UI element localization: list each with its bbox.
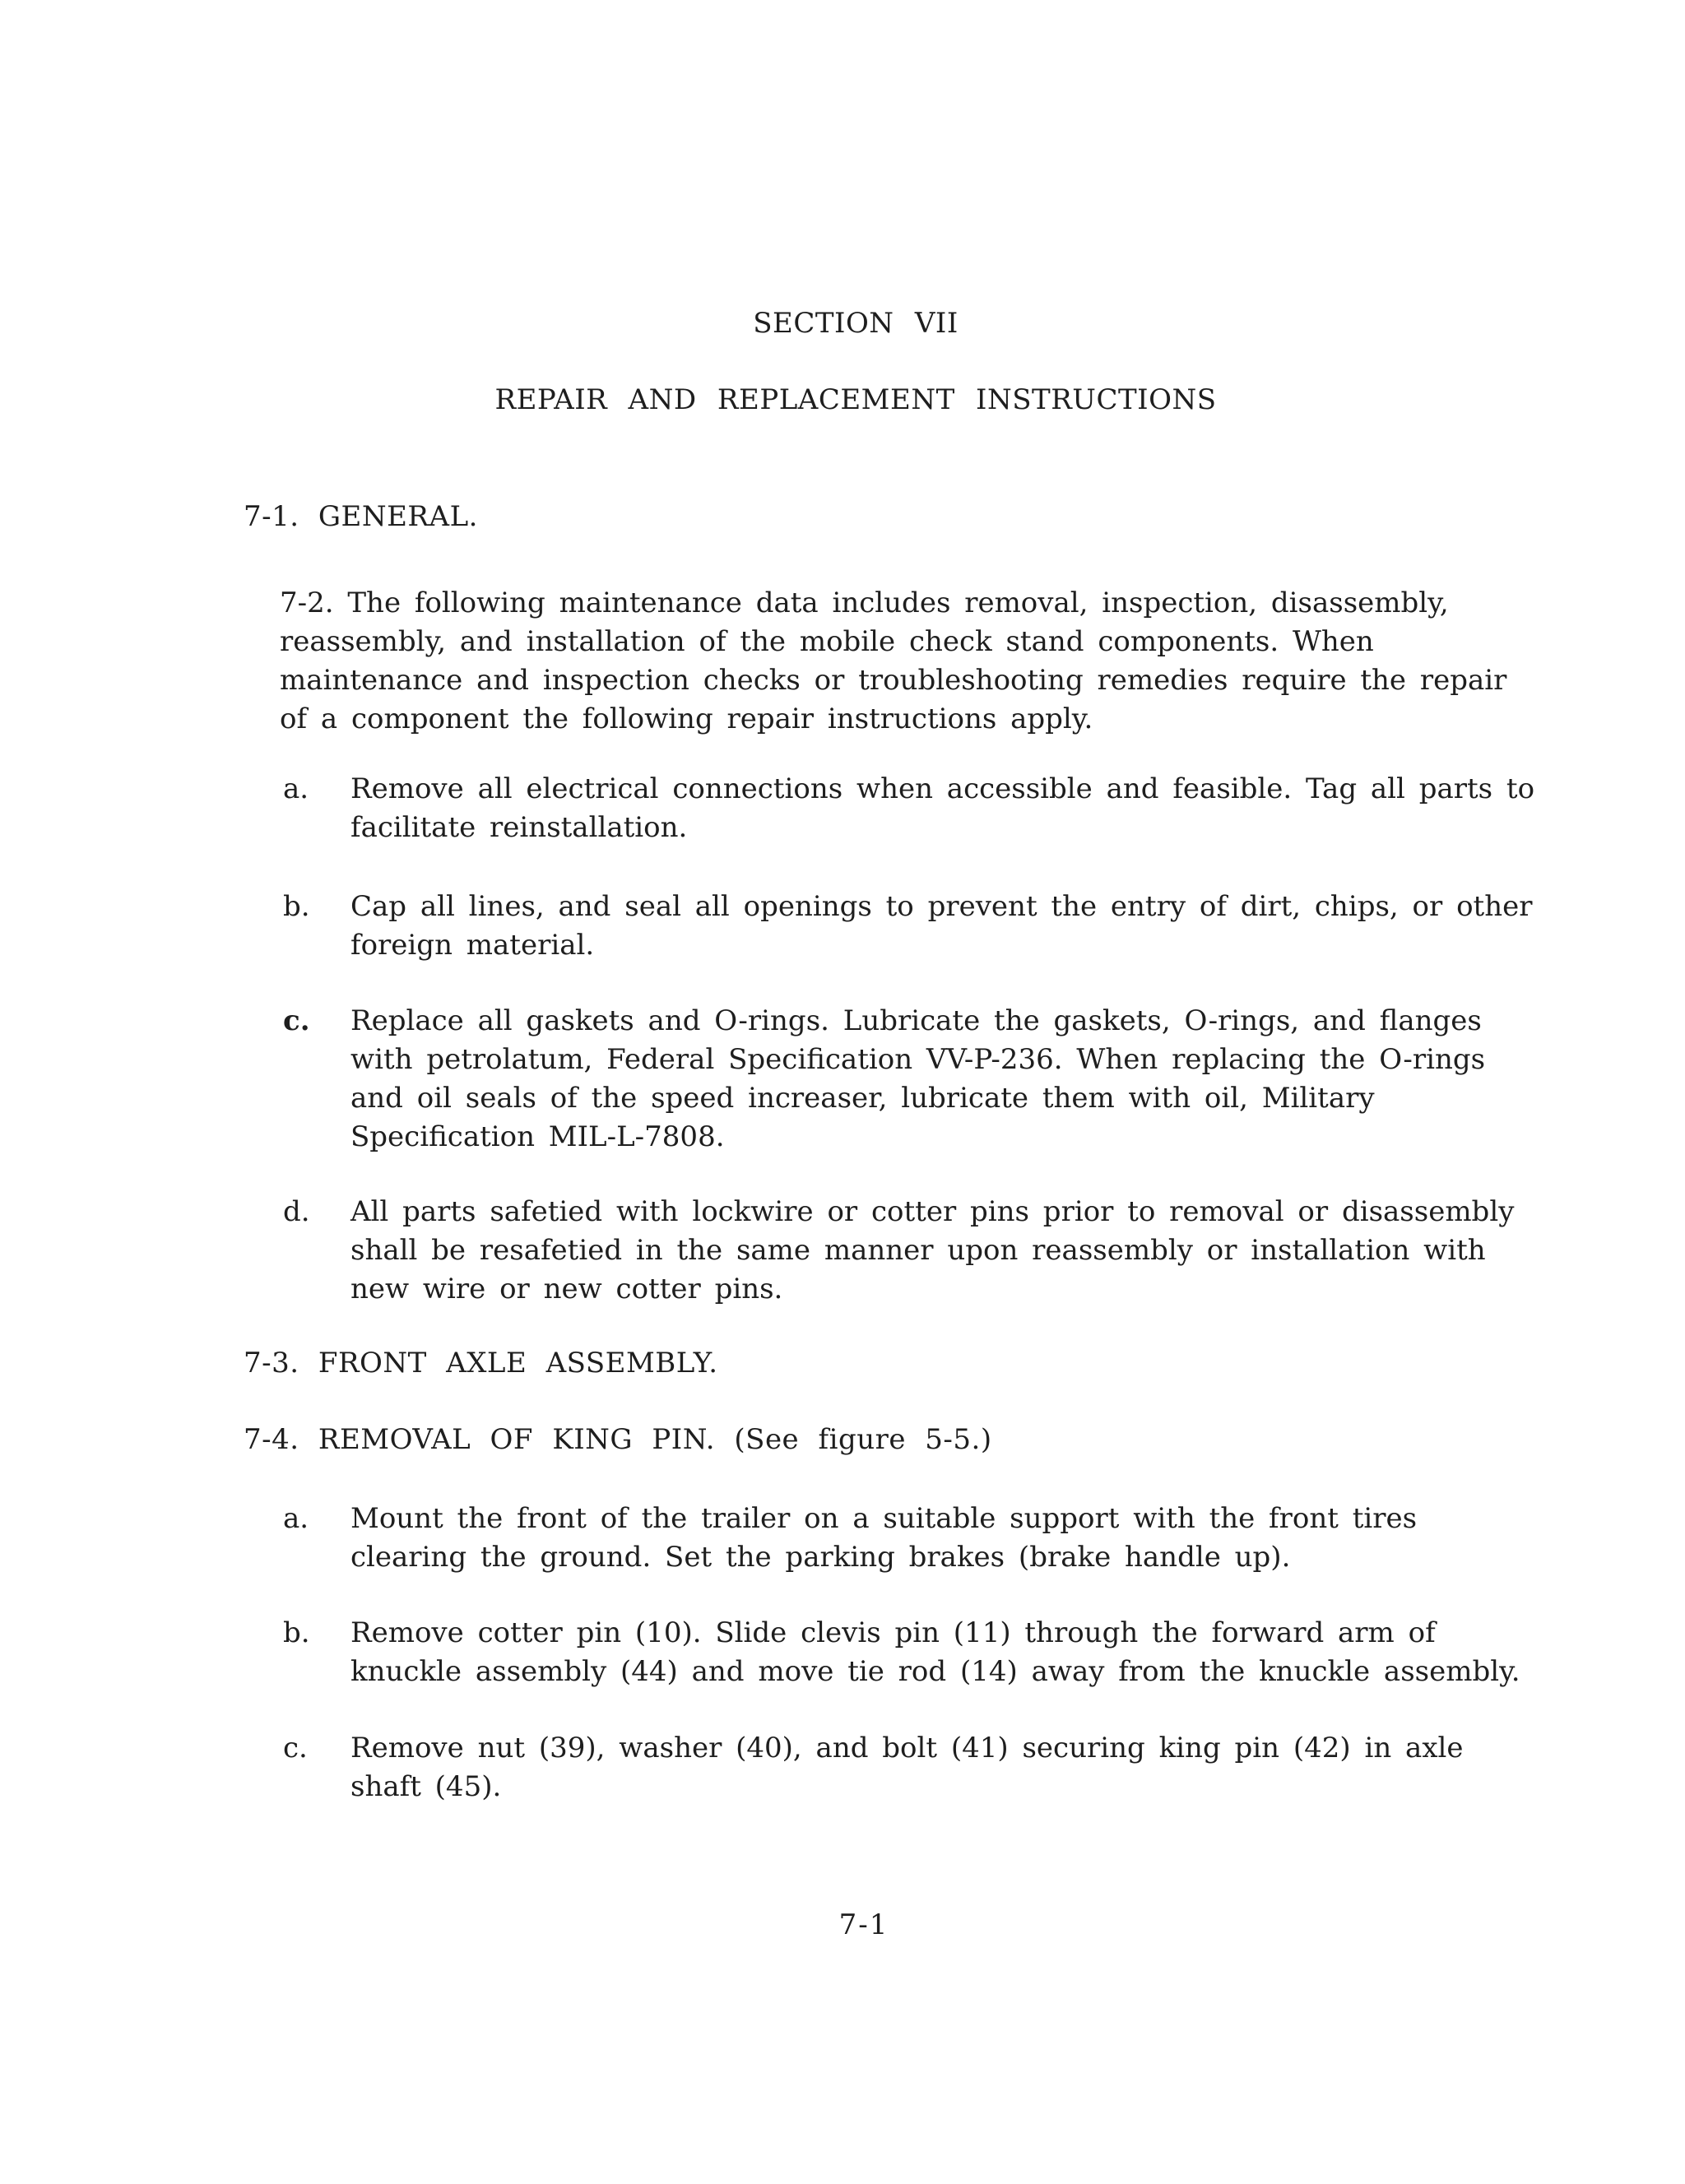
list-item-text: Remove nut (39), washer (40), and bolt (41) securing king pin (42) in axle shaft (45). [350, 1732, 1464, 1803]
list-item-text: Mount the front of the trailer on a suitable support with the front tires clearing the ground. Set the parking brakes (brake handle up). [350, 1502, 1418, 1574]
list-item-text: Remove all electrical connections when accessible and feasible. Tag all parts to facilitate reinstallation. [350, 772, 1535, 844]
list-item-label: a. [283, 1502, 309, 1535]
list-item-text: Replace all gaskets and O-rings. Lubricate the gaskets, O-rings, and flanges with petrolatum, Federal Specification VV-P-236. When replacing the O-rings and oil seals of the speed increaser, lubricate them with oil, Military Specification MIL-L-7808. [350, 1004, 1486, 1153]
list-item-label: b. [283, 890, 310, 923]
list-item-text: All parts safetied with lockwire or cotter pins prior to removal or disassembly shall be resafetied in the same manner upon reassembly or installation with new wire or new cotter pins. [350, 1195, 1515, 1305]
paragraph-7-2: 7-2. The following maintenance data includes removal, inspection, disassembly, reassembly, and installation of the mobile check stand components. When maintenance and inspection checks or troubleshooting remedies require the repair of a component the following repair instructions apply. [280, 587, 1507, 735]
list-item-label: b. [283, 1616, 310, 1649]
heading-7-4: 7-4. REMOVAL OF KING PIN. (See figure 5-5.) [244, 1423, 992, 1456]
list-item-label: c. [283, 1004, 310, 1037]
section-label: SECTION VII [753, 307, 959, 340]
page-number: 7-1 [838, 1908, 889, 1941]
list-item-label: a. [283, 772, 309, 805]
list-item-text: Remove cotter pin (10). Slide clevis pin (11) through the forward arm of knuckle assembly (44) and move tie rod (14) away from the knuckle assembly. [350, 1616, 1520, 1688]
list-item-label: d. [283, 1195, 310, 1228]
heading-7-3: 7-3. FRONT AXLE ASSEMBLY. [244, 1347, 718, 1379]
list-item-text: Cap all lines, and seal all openings to prevent the entry of dirt, chips, or other foreign material. [350, 890, 1533, 962]
section-title: REPAIR AND REPLACEMENT INSTRUCTIONS [494, 383, 1217, 416]
list-item-label: c. [283, 1732, 308, 1764]
heading-7-1: 7-1. GENERAL. [244, 500, 478, 533]
